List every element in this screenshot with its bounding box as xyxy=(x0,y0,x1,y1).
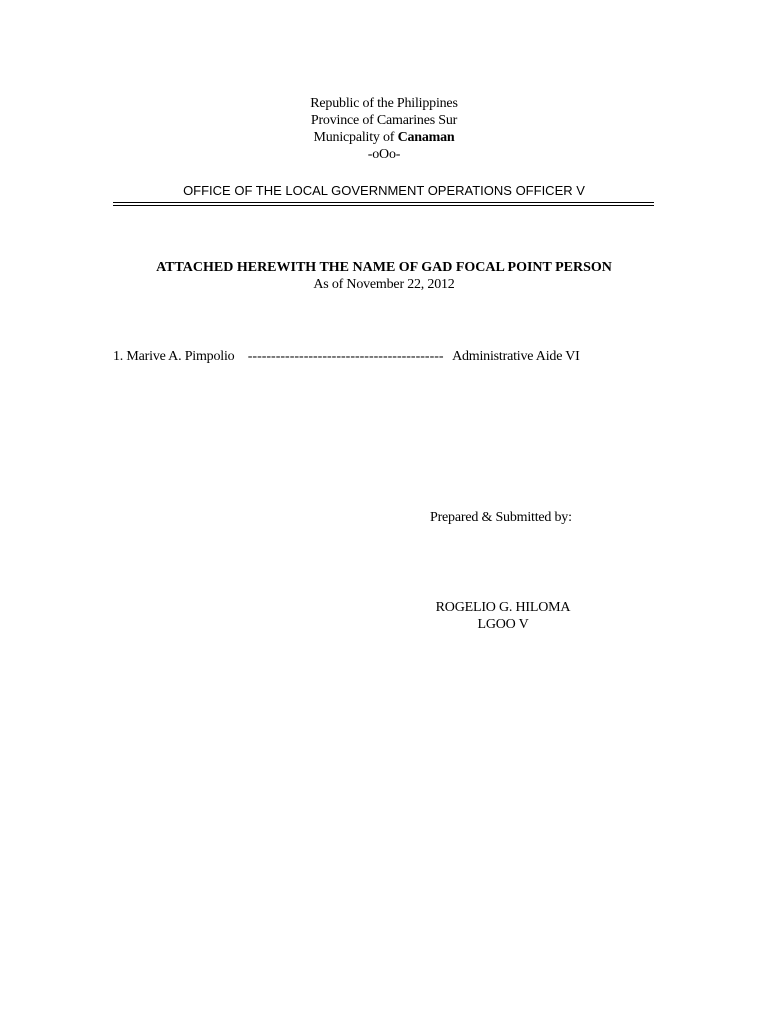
header-separator-ornament: -oOo- xyxy=(367,147,401,162)
header-municipality-prefix: Municpality of xyxy=(313,130,398,145)
header-province: Province of Camarines Sur xyxy=(310,113,458,128)
document-heading xyxy=(0,259,768,293)
document-date: As of November 22, 2012 xyxy=(313,277,455,292)
entry-dash-leader: ------------------------------------------ xyxy=(247,349,444,364)
signatory-title: LGOO V xyxy=(477,617,529,632)
entry-position: Administrative Aide VI xyxy=(452,349,580,364)
document-header xyxy=(0,95,768,163)
signatory-name: ROGELIO G. HILOMA xyxy=(435,600,571,615)
prepared-by-label: Prepared & Submitted by: xyxy=(430,510,572,525)
header-municipality-name: Canaman xyxy=(397,130,455,145)
list-item xyxy=(113,348,580,365)
header-municipality xyxy=(0,129,768,146)
entry-number: 1. xyxy=(113,349,124,364)
signatory-block xyxy=(428,599,578,633)
office-title: OFFICE OF THE LOCAL GOVERNMENT OPERATIONS OFFICER V xyxy=(183,183,585,198)
header-double-rule-top xyxy=(113,202,654,203)
header-country: Republic of the Philippines xyxy=(310,96,458,111)
document-title: ATTACHED HEREWITH THE NAME OF GAD FOCAL POINT PERSON xyxy=(156,260,612,275)
header-double-rule-bottom xyxy=(113,205,654,206)
entry-name: Marive A. Pimpolio xyxy=(126,349,235,364)
